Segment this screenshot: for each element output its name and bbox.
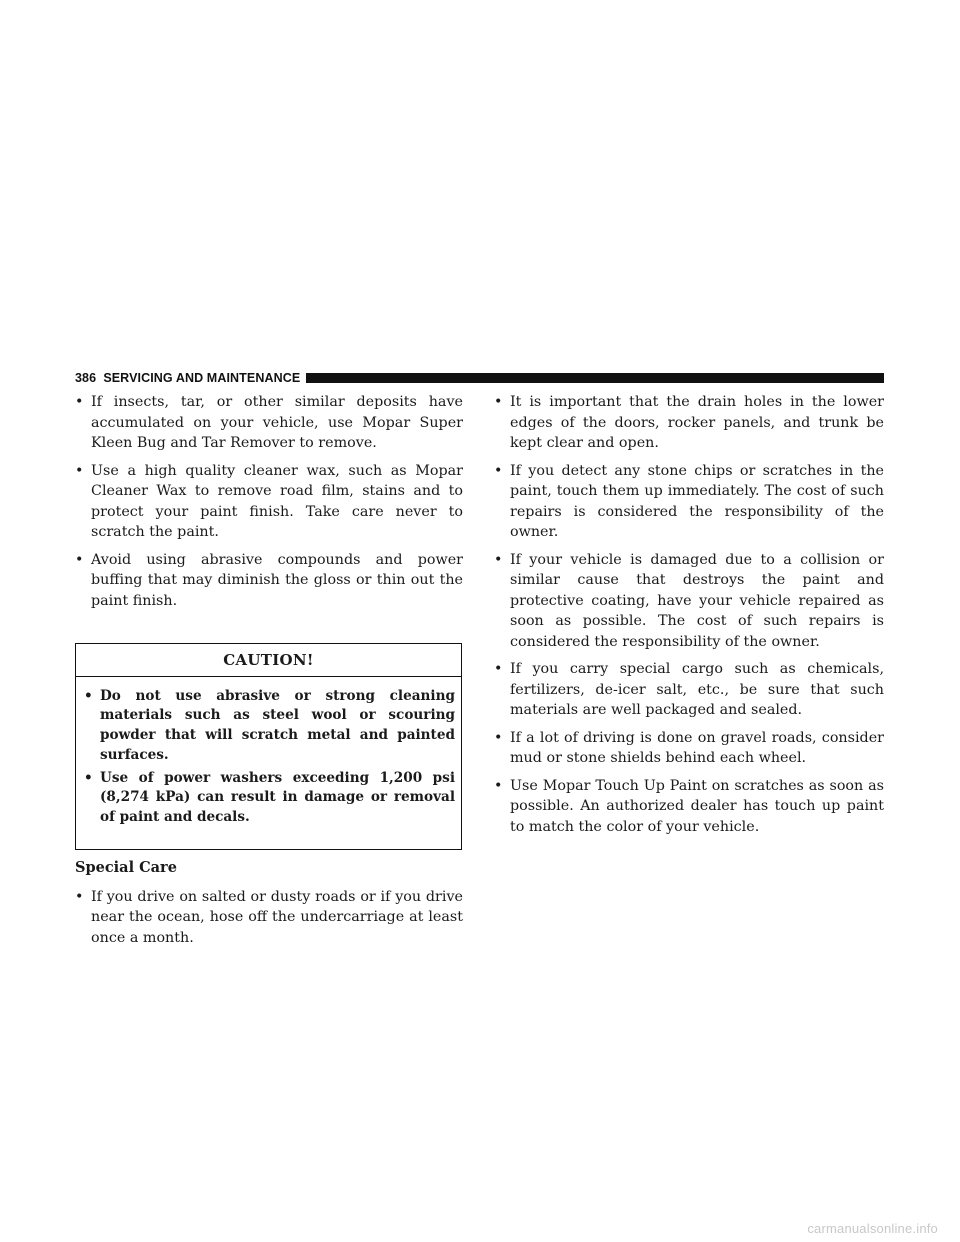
list-item-text: It is important that the drain holes in the lower edges of the doors, rocker panels, and trunk be kept clear and open. [510,394,884,451]
bullet-glyph: • [494,551,503,568]
bullet-glyph: • [84,769,93,786]
caution-item [84,687,455,766]
list-item [494,728,884,769]
list-item-text: Avoid using abrasive compounds and power buffing that may diminish the gloss or thin out the paint finish. [91,551,463,609]
page-header [75,370,884,386]
bullet-glyph: • [494,729,503,746]
list-item [75,550,463,612]
bullet-glyph: • [494,462,503,479]
bullet-glyph: • [494,777,503,794]
bullet-glyph: • [494,394,503,410]
list-item [75,392,463,454]
list-item-text: If your vehicle is damaged due to a collision or similar cause that destroys the paint and protective coating, have your vehicle repaired as soon as possible. The cost of such repairs is considered the responsibility of the owner. [510,551,884,650]
list-item [494,776,884,838]
bullet-glyph: • [494,661,503,677]
list-item-text: If you drive on salted or dusty roads or if you drive near the ocean, hose off the undercarriage at least once a month. [91,888,463,946]
list-item-text: If you carry special cargo such as chemicals, fertilizers, de-icer salt, etc., be sure that such materials are well packaged and sealed. [510,661,884,718]
left-column [75,392,463,955]
bullet-glyph: • [75,551,84,568]
list-item-text: If a lot of driving is done on gravel roads, consider mud or stone shields behind each wheel. [510,729,884,766]
list-item [494,461,884,543]
caution-title: CAUTION! [76,644,461,677]
bullet-glyph: • [75,888,84,905]
list-item [494,550,884,653]
header-rule [306,373,884,383]
section-heading: Special Care [75,859,177,877]
caution-body [76,677,461,850]
list-item [494,392,884,454]
caution-box [75,643,462,850]
caution-item [84,769,455,828]
list-item [494,659,884,721]
list-item [75,887,463,949]
bullet-glyph: • [75,462,84,479]
caution-item-text: Use of power washers exceeding 1,200 psi (8,274 kPa) can result in damage or removal of paint and decals. [100,769,455,826]
watermark-link[interactable]: carmanualsonline.info [807,1221,938,1236]
list-item-text: If you detect any stone chips or scratches in the paint, touch them up immediately. The cost of such repairs is considered the responsibility of the owner. [510,462,884,540]
right-column [494,392,884,844]
bullet-glyph: • [75,394,84,410]
page-number: 386 [75,371,97,385]
caution-item-text: Do not use abrasive or strong cleaning materials such as steel wool or scouring powder that will scratch metal and painted surfaces. [100,687,455,763]
list-item-text: Use Mopar Touch Up Paint on scratches as soon as possible. An authorized dealer has touch up paint to match the color of your vehicle. [510,777,884,835]
section-title: SERVICING AND MAINTENANCE [103,371,301,385]
header-text [75,371,300,385]
list-item-text: If insects, tar, or other similar deposits have accumulated on your vehicle, use Mopar Super Kleen Bug and Tar Remover to remove. [91,394,463,451]
list-item-text: Use a high quality cleaner wax, such as Mopar Cleaner Wax to remove road film, stains and to protect your paint finish. Take care never to scratch the paint. [91,462,463,540]
bullet-glyph: • [84,687,93,704]
list-item [75,461,463,543]
